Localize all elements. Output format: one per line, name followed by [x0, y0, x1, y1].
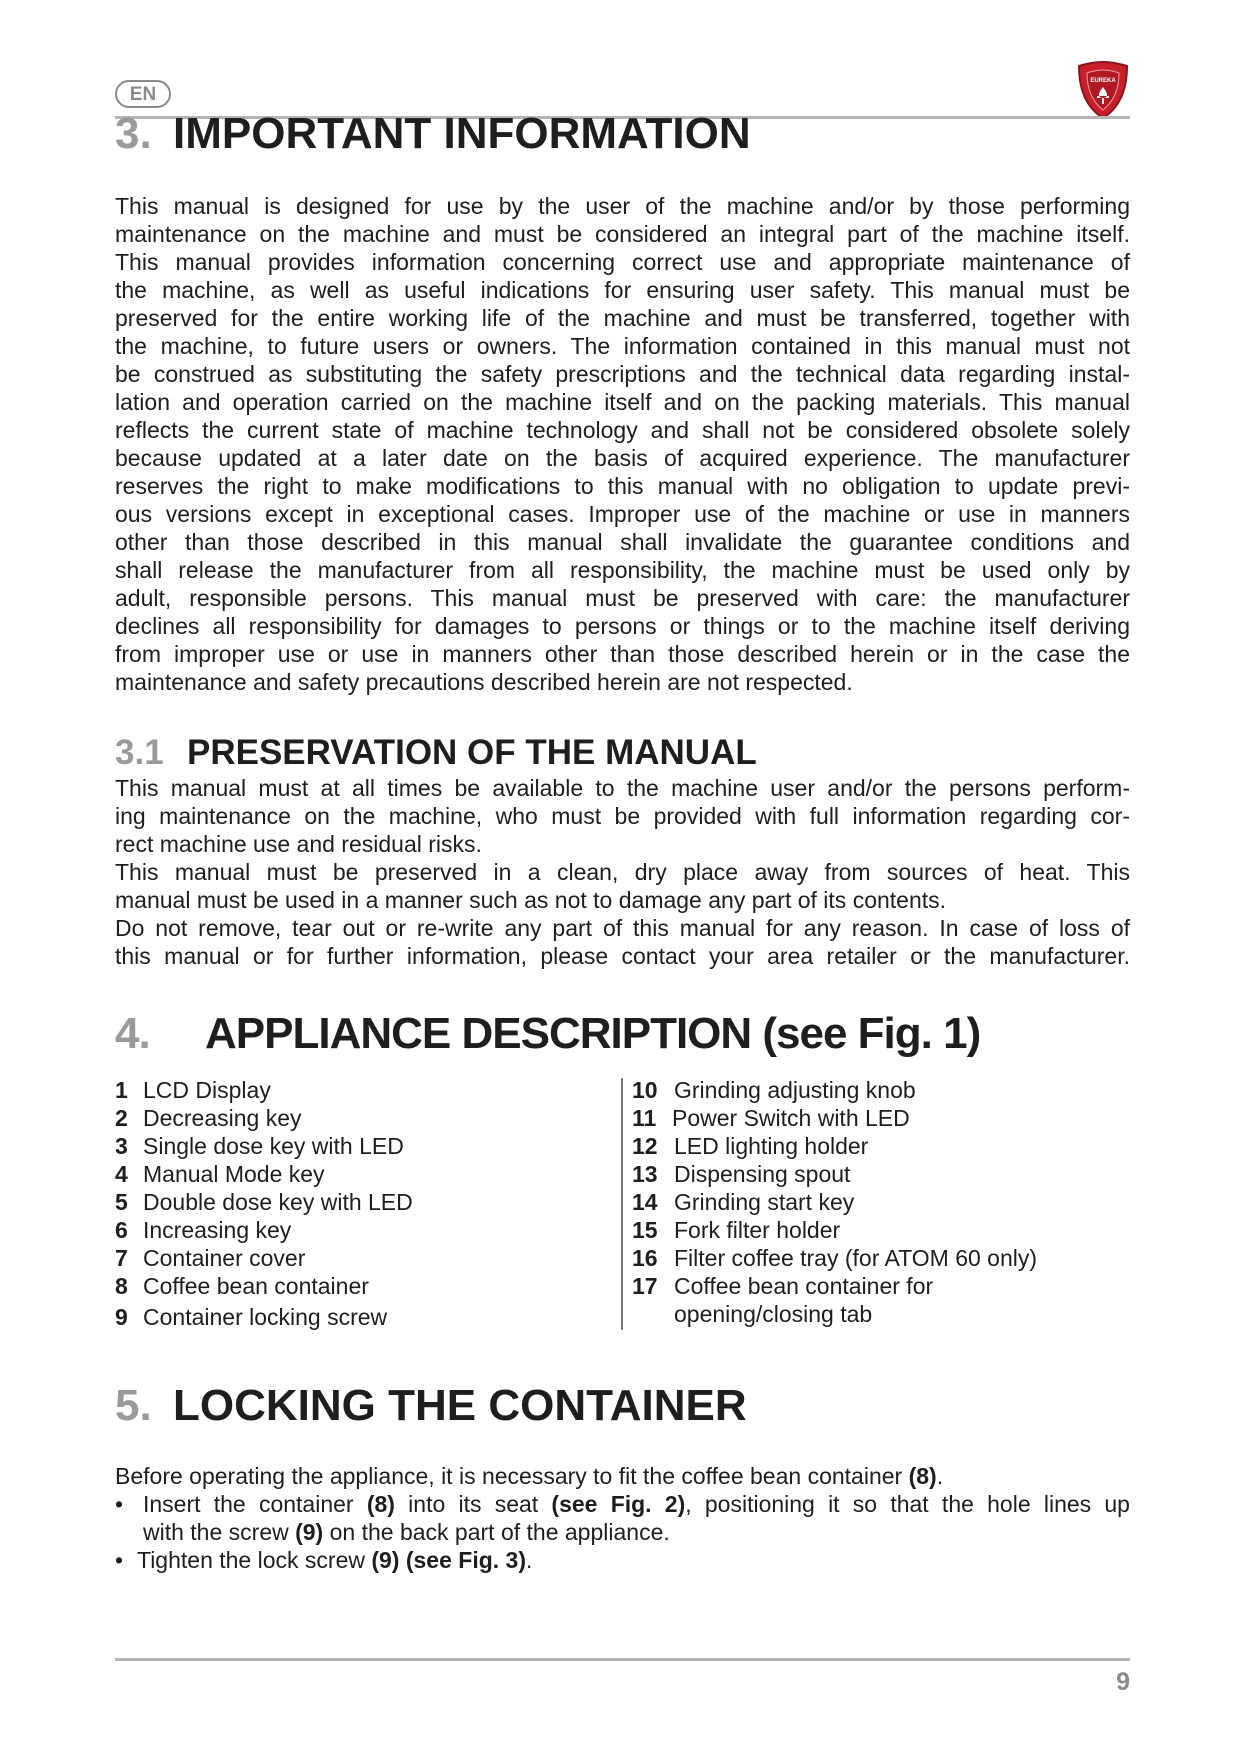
- text-line: because updated at a later date on the basis of acquired experience. The manufacturer: [115, 445, 1130, 471]
- list-item: 7 Container cover: [115, 1245, 306, 1271]
- list-item: 15 Fork filter holder: [632, 1217, 841, 1243]
- section-4-heading: [115, 1008, 980, 1060]
- section-3-title: IMPORTANT INFORMATION: [173, 109, 751, 158]
- list-item: 9 Container locking screw: [115, 1304, 388, 1330]
- text-line: shall release the manufacturer from all responsibility, the machine must be used only by: [115, 557, 1130, 583]
- text-line: preserved for the entire working life of the machine and must be transferred, together with: [115, 305, 1130, 331]
- text-line: other than those described in this manual shall invalidate the guarantee conditions and: [115, 529, 1130, 555]
- text-line: This manual is designed for use by the user of the machine and/or by those performing: [115, 193, 1130, 219]
- text-line: reflects the current state of machine technology and shall not be considered obsolete solely: [115, 417, 1130, 443]
- page-number: 9: [1116, 1668, 1130, 1696]
- text-line: from improper use or use in manners other than those described herein or in the case the: [115, 641, 1130, 667]
- section-4-title: APPLIANCE DESCRIPTION (see Fig. 1): [205, 1009, 981, 1058]
- bullet-line: with the screw (9) on the back part of the appliance.: [143, 1519, 670, 1545]
- list-item: 2 Decreasing key: [115, 1105, 302, 1131]
- list-item: 1 LCD Display: [115, 1077, 271, 1103]
- text-line: ous versions except in exceptional cases. Improper use of the machine or use in manners: [115, 501, 1130, 527]
- text-line: This manual provides information concerning correct use and appropriate maintenance of: [115, 249, 1130, 275]
- text-line: ing maintenance on the machine, who must be provided with full information regarding cor-: [115, 803, 1130, 829]
- section-3-body: [115, 192, 1130, 696]
- parts-list-left: [115, 1076, 413, 1331]
- bullet-line: Insert the container (8) into its seat (see Fig. 2), positioning it so that the hole lines up: [143, 1491, 1130, 1517]
- text-line: maintenance on the machine and must be considered an integral part of the machine itself.: [115, 221, 1130, 247]
- section-5-number: 5.: [115, 1381, 152, 1430]
- section-5-title: LOCKING THE CONTAINER: [173, 1381, 747, 1430]
- text-line: adult, responsible persons. This manual must be preserved with care: the manufacturer: [115, 585, 1130, 611]
- bullet-symbol: •: [115, 1547, 124, 1573]
- svg-text:EUREKA: EUREKA: [1090, 78, 1116, 84]
- parts-list-right: [632, 1076, 1037, 1328]
- list-item: 12 LED lighting holder: [632, 1133, 869, 1159]
- text-line: This manual must at all times be available to the machine user and/or the persons perform-: [115, 775, 1130, 801]
- footer-rule: [115, 1658, 1130, 1661]
- bullet-line: Tighten the lock screw (9) (see Fig. 3).: [137, 1547, 533, 1573]
- language-badge: EN: [115, 80, 171, 108]
- text-line: the machine, to future users or owners. The information contained in this manual must not: [115, 333, 1130, 359]
- text-line: this manual or for further information, please contact your area retailer or the manufacturer.: [115, 943, 1130, 969]
- text-line: lation and operation carried on the machine itself and on the packing materials. This manual: [115, 389, 1130, 415]
- list-item: 13 Dispensing spout: [632, 1161, 851, 1187]
- eureka-logo-icon: [1075, 60, 1131, 120]
- section-5-heading: [115, 1380, 747, 1432]
- section-4-number: 4.: [115, 1009, 150, 1058]
- section-3-heading: [115, 108, 751, 160]
- list-item: 6 Increasing key: [115, 1217, 292, 1243]
- list-item: 14 Grinding start key: [632, 1189, 855, 1215]
- text-line: This manual must be preserved in a clean, dry place away from sources of heat. This: [115, 859, 1130, 885]
- column-divider: [621, 1078, 623, 1330]
- section-3-1-number: 3.1: [115, 733, 164, 772]
- section-5-intro: Before operating the appliance, it is necessary to fit the coffee bean container (8).: [115, 1463, 944, 1489]
- text-line: reserves the right to make modifications to this manual with no obligation to update previ-: [115, 473, 1130, 499]
- text-line: manual must be used in a manner such as not to damage any part of its contents.: [115, 887, 947, 913]
- text-line: maintenance and safety precautions described herein are not respected.: [115, 669, 853, 695]
- list-item: 5 Double dose key with LED: [115, 1189, 413, 1215]
- section-3-1-heading: [115, 733, 757, 773]
- list-item: 16 Filter coffee tray (for ATOM 60 only): [632, 1245, 1038, 1271]
- section-3-number: 3.: [115, 109, 152, 158]
- list-item: 10 Grinding adjusting knob: [632, 1077, 916, 1103]
- section-3-1-body: [115, 774, 1130, 970]
- bullet-item: [115, 1546, 1130, 1574]
- text-line: declines all responsibility for damages to persons or things or to the machine itself deriving: [115, 613, 1130, 639]
- text-line: Do not remove, tear out or re-write any part of this manual for any reason. In case of loss of: [115, 915, 1130, 941]
- text-line: be construed as substituting the safety prescriptions and the technical data regarding instal-: [115, 361, 1130, 387]
- list-item: 8 Coffee bean container: [115, 1273, 369, 1299]
- list-item: 3 Single dose key with LED: [115, 1133, 404, 1159]
- list-item: 11 Power Switch with LED: [632, 1105, 910, 1131]
- list-item: 4 Manual Mode key: [115, 1161, 325, 1187]
- bullet-symbol: •: [115, 1491, 124, 1517]
- text-line: rect machine use and residual risks.: [115, 831, 482, 857]
- text-line: the machine, as well as useful indications for ensuring user safety. This manual must be: [115, 277, 1130, 303]
- list-item: 17 Coffee bean container for: [632, 1273, 934, 1299]
- section-3-1-title: PRESERVATION OF THE MANUAL: [187, 733, 757, 772]
- bullet-item: [115, 1490, 1130, 1546]
- list-item-continuation: opening/closing tab: [674, 1301, 873, 1327]
